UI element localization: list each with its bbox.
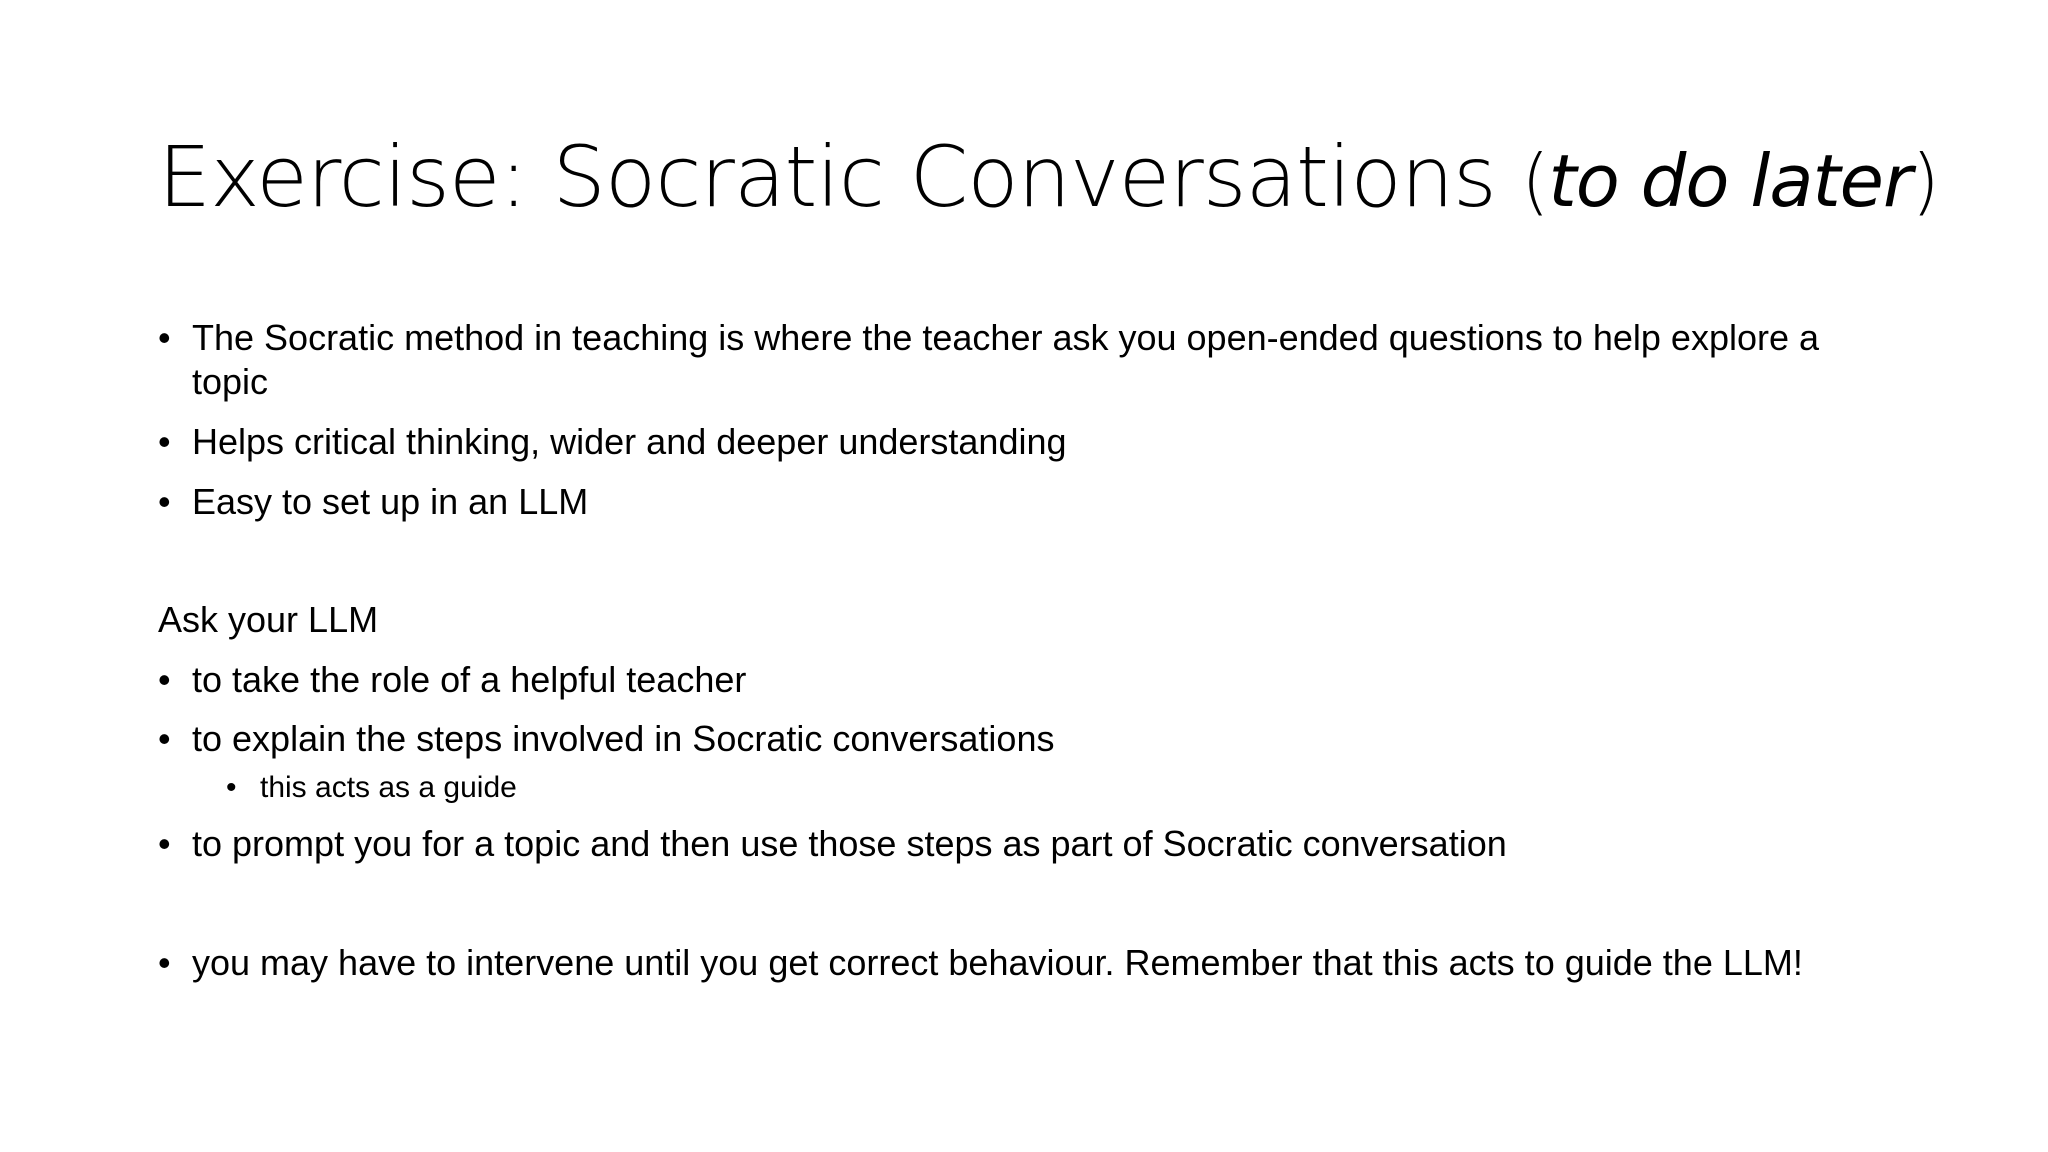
bullet-dot: • xyxy=(158,718,171,759)
slide-title xyxy=(158,122,1939,236)
bullet-text: Easy to set up in an LLM xyxy=(192,481,589,522)
bullet-text: to prompt you for a topic and then use those steps as part of Socratic conversation xyxy=(192,823,1507,864)
bullet-dot: • xyxy=(158,823,171,864)
bullet-text: to take the role of a helpful teacher xyxy=(192,659,747,700)
bullet-dot: • xyxy=(158,481,171,522)
ask-heading: Ask your LLM xyxy=(158,599,379,640)
bullet-dot: • xyxy=(158,421,171,462)
bullet-text: Helps critical thinking, wider and deeper understanding xyxy=(192,421,1067,462)
title-note: to do later xyxy=(1548,139,1912,223)
bullet-text: you may have to intervene until you get correct behaviour. Remember that this acts to guide the LLM! xyxy=(192,942,1803,983)
bullet-dot: • xyxy=(158,942,171,983)
title-paren-open: ( xyxy=(1521,139,1549,223)
bullet-dot: • xyxy=(158,317,171,358)
bullet-text: The Socratic method in teaching is where the teacher ask you open-ended questions to help explore a xyxy=(192,317,1820,358)
bullet-text: to explain the steps involved in Socratic conversations xyxy=(192,718,1055,759)
bullet-dot: • xyxy=(226,771,237,804)
title-paren-close: ) xyxy=(1911,139,1939,223)
title-main: Exercise: Socratic Conversations xyxy=(158,128,1522,226)
sub-bullet-text: this acts as a guide xyxy=(260,771,517,804)
bullet-text-continued: topic xyxy=(192,361,269,402)
bullet-dot: • xyxy=(158,659,171,700)
